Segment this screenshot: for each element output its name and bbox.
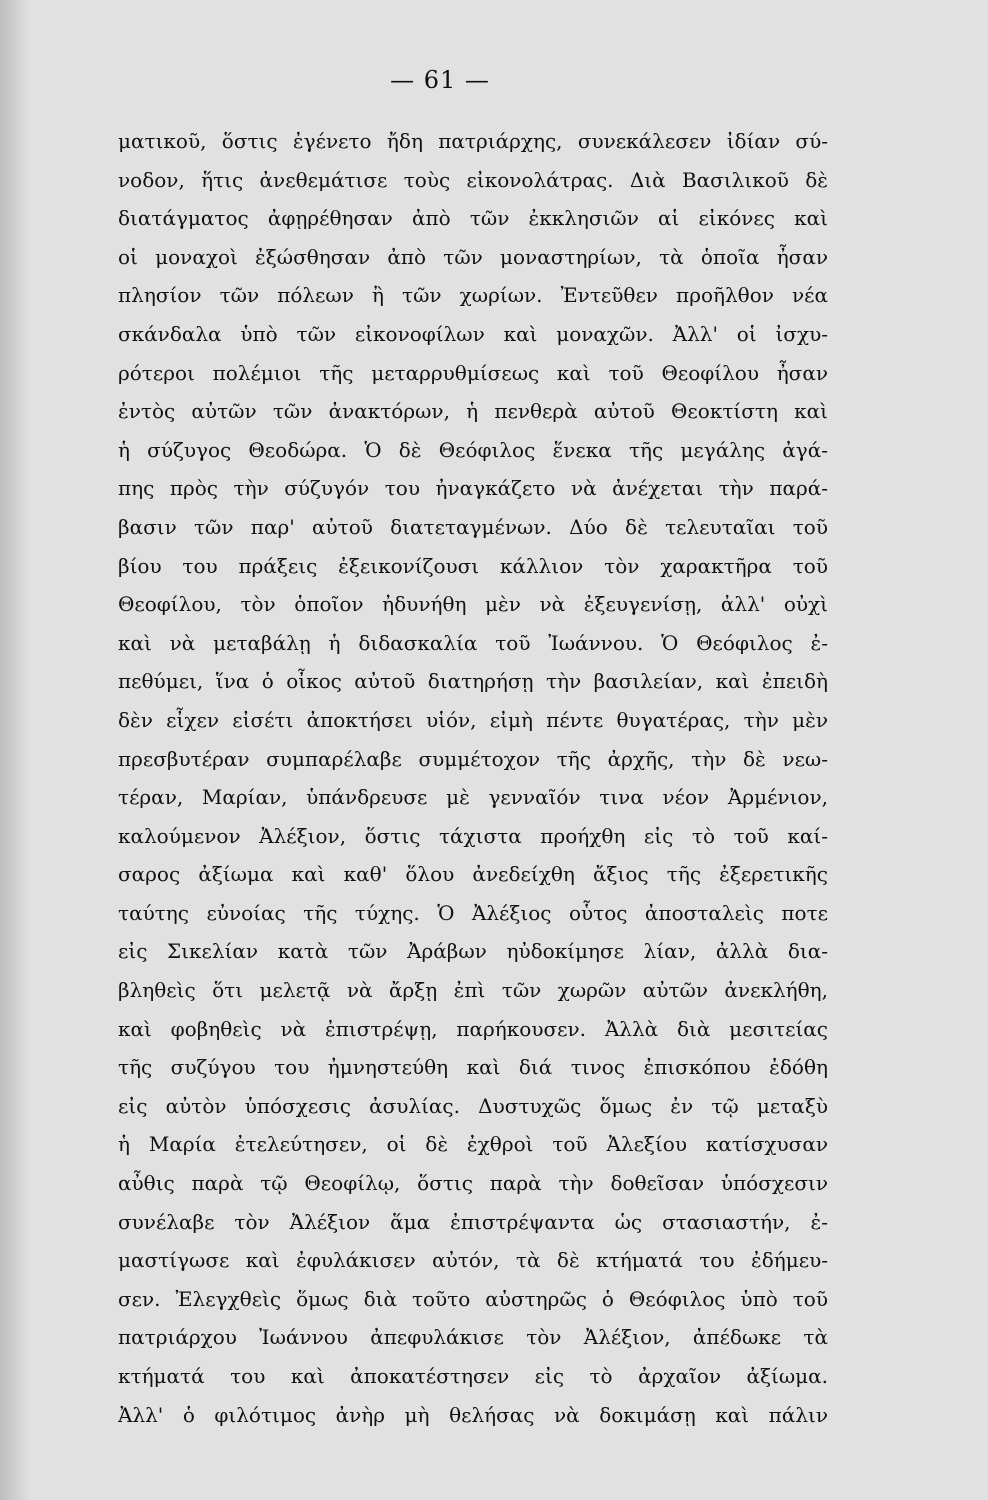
text-line: ταύτης εὐνοίας τῆς τύχης. Ὁ Ἀλέξιος οὗτος ἀποσταλεὶς ποτε (118, 900, 828, 925)
text-line: τέραν, Μαρίαν, ὑπάνδρευσε μὲ γενναῖόν τινα νέον Ἀρμένιον, (118, 785, 828, 810)
text-line: Θεοφίλου, τὸν ὁποῖον ἠδυνήθη μὲν νὰ ἐξευγενίσῃ, ἀλλ' οὐχὶ (118, 592, 828, 617)
text-line: καὶ φοβηθεὶς νὰ ἐπιστρέψῃ, παρήκουσεν. Ἀλλὰ διὰ μεσιτείας (118, 1016, 828, 1041)
text-line: Ἀλλ' ὁ φιλότιμος ἀνὴρ μὴ θελήσας νὰ δοκιμάσῃ καὶ πάλιν (118, 1402, 828, 1427)
text-line: πης πρὸς τὴν σύζυγόν του ἠναγκάζετο νὰ ἀνέχεται τὴν παρά- (118, 476, 828, 501)
text-line: πρεσβυτέραν συμπαρέλαβε συμμέτοχον τῆς ἀρχῆς, τὴν δὲ νεω- (118, 746, 828, 771)
text-line: διατάγματος ἀφῃρέθησαν ἀπὸ τῶν ἐκκλησιῶν αἱ εἰκόνες καὶ (118, 206, 828, 231)
text-line: ματικοῦ, ὅστις ἐγένετο ἤδη πατριάρχης, συνεκάλεσεν ἰδίαν σύ- (118, 129, 828, 153)
text-line: νοδον, ἥτις ἀνεθεμάτισε τοὺς εἰκονολάτρας. Διὰ Βασιλικοῦ δὲ (118, 167, 828, 192)
body-text (118, 122, 828, 1434)
text-line: οἱ μοναχοὶ ἐξώσθησαν ἀπὸ τῶν μοναστηρίων, τὰ ὁποῖα ἦσαν (118, 244, 828, 269)
text-line: σαρος ἀξίωμα καὶ καθ' ὅλου ἀνεδείχθη ἄξιος τῆς ἐξερετικῆς (118, 862, 828, 887)
text-line: καλούμενον Ἀλέξιον, ὅστις τάχιστα προήχθη εἰς τὸ τοῦ καί- (118, 823, 828, 848)
text-line: κτήματά του καὶ ἀποκατέστησεν εἰς τὸ ἀρχαῖον ἀξίωμα. (118, 1364, 828, 1388)
text-line: σεν. Ἐλεγχθεὶς ὅμως διὰ τοῦτο αὐστηρῶς ὁ Θεόφιλος ὑπὸ τοῦ (118, 1286, 828, 1311)
text-line: μαστίγωσε καὶ ἐφυλάκισεν αὐτόν, τὰ δὲ κτήματά του ἐδήμευ- (118, 1248, 828, 1273)
text-line: ρότεροι πολέμιοι τῆς μεταρρυθμίσεως καὶ τοῦ Θεοφίλου ἦσαν (118, 360, 828, 385)
text-line: πλησίον τῶν πόλεων ἢ τῶν χωρίων. Ἐντεῦθεν προῆλθον νέα (118, 283, 828, 308)
text-line: εἰς Σικελίαν κατὰ τῶν Ἀράβων ηὐδοκίμησε λίαν, ἀλλὰ δια- (118, 939, 828, 964)
text-line: βίου του πράξεις ἐξεικονίζουσι κάλλιον τὸν χαρακτῆρα τοῦ (118, 553, 828, 578)
text-line: εἰς αὐτὸν ὑπόσχεσις ἀσυλίας. Δυστυχῶς ὅμως ἐν τῷ μεταξὺ (118, 1093, 828, 1118)
text-line: ἡ Μαρία ἐτελεύτησεν, οἱ δὲ ἐχθροὶ τοῦ Ἀλεξίου κατίσχυσαν (118, 1132, 828, 1157)
text-line: δὲν εἶχεν εἰσέτι ἀποκτήσει υἱόν, εἰμὴ πέντε θυγατέρας, τὴν μὲν (118, 707, 828, 732)
text-line: πατριάρχου Ἰωάννου ἀπεφυλάκισε τὸν Ἀλέξιον, ἀπέδωκε τὰ (118, 1325, 828, 1350)
text-line: αὖθις παρὰ τῷ Θεοφίλῳ, ὅστις παρὰ τὴν δοθεῖσαν ὑπόσχεσιν (118, 1171, 828, 1196)
text-line: καὶ νὰ μεταβάλῃ ἡ διδασκαλία τοῦ Ἰωάννου. Ὁ Θεόφιλος ἐ- (118, 630, 828, 655)
text-line: συνέλαβε τὸν Ἀλέξιον ἅμα ἐπιστρέψαντα ὡς στασιαστήν, ἐ- (118, 1209, 828, 1234)
text-line: βληθεὶς ὅτι μελετᾷ νὰ ἄρξῃ ἐπὶ τῶν χωρῶν αὐτῶν ἀνεκλήθη, (118, 978, 828, 1003)
text-line: πεθύμει, ἵνα ὁ οἶκος αὐτοῦ διατηρήσῃ τὴν βασιλείαν, καὶ ἐπειδὴ (118, 669, 828, 694)
page-number: — 61 — (390, 66, 490, 94)
text-line: τῆς συζύγου του ἠμνηστεύθη καὶ διά τινος ἐπισκόπου ἐδόθη (118, 1055, 828, 1080)
text-line: ἐντὸς αὐτῶν τῶν ἀνακτόρων, ἡ πενθερὰ αὐτοῦ Θεοκτίστη καὶ (118, 399, 828, 424)
text-line: βασιν τῶν παρ' αὐτοῦ διατεταγμένων. Δύο δὲ τελευταῖαι τοῦ (118, 514, 828, 539)
text-line: ἡ σύζυγος Θεοδώρα. Ὁ δὲ Θεόφιλος ἕνεκα τῆς μεγάλης ἀγά- (118, 437, 828, 462)
text-line: σκάνδαλα ὑπὸ τῶν εἰκονοφίλων καὶ μοναχῶν. Ἀλλ' οἱ ἰσχυ- (118, 321, 828, 346)
